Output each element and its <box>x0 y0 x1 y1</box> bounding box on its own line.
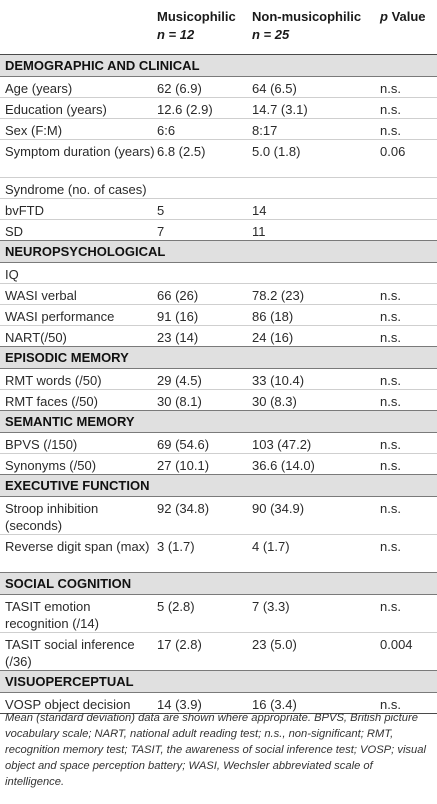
non-musicophilic-value: 16 (3.4) <box>252 692 380 713</box>
non-musicophilic-value: 23 (5.0) <box>252 632 380 670</box>
p-value: n.s. <box>380 304 437 325</box>
non-musicophilic-value: 5.0 (1.8) <box>252 139 380 177</box>
table-row <box>0 432 437 453</box>
section-title: EXECUTIVE FUNCTION <box>0 474 437 496</box>
non-musicophilic-value: 11 <box>252 219 380 240</box>
p-value: n.s. <box>380 453 437 474</box>
header-p-value <box>380 0 437 54</box>
p-value: n.s. <box>380 372 401 388</box>
musicophilic-value: 27 (10.1) <box>157 453 252 474</box>
table-row <box>0 262 437 283</box>
measure-label: WASI performance <box>0 304 157 325</box>
measure-label: RMT faces (/50) <box>0 389 157 410</box>
header-measure <box>0 0 157 54</box>
table-row <box>0 389 437 410</box>
musicophilic-value: 66 (26) <box>157 283 252 304</box>
musicophilic-value: 5 <box>157 198 252 219</box>
measure-label: SD <box>0 219 157 240</box>
p-value: n.s. <box>380 598 401 614</box>
non-musicophilic-value: 24 (16) <box>252 325 380 346</box>
measure-label: Syndrome (no. of cases) <box>0 177 157 198</box>
header-p-rest: Value <box>387 9 426 24</box>
measure-label: TASIT emotion recognition (/14) <box>5 598 99 631</box>
table-row <box>0 219 437 240</box>
musicophilic-value <box>157 177 252 198</box>
musicophilic-value: 3 (1.7) <box>157 534 252 572</box>
non-musicophilic-value: 30 (8.3) <box>252 389 380 410</box>
header-p-letter: p <box>380 9 388 24</box>
measure-label: Stroop inhibition (seconds) <box>5 500 99 533</box>
measure-label: TASIT social inference (/36) <box>0 632 157 670</box>
measure-label: RMT words (/50) <box>5 372 102 388</box>
table-row <box>0 368 437 389</box>
table-row <box>0 177 437 198</box>
non-musicophilic-value: 64 (6.5) <box>252 80 297 96</box>
non-musicophilic-value: 4 (1.7) <box>252 534 380 572</box>
measure-label: NART(/50) <box>0 325 157 346</box>
non-musicophilic-value: 33 (10.4) <box>252 372 305 388</box>
header-non-musicophilic <box>252 0 380 54</box>
musicophilic-value: 69 (54.6) <box>157 436 210 452</box>
p-value: n.s. <box>380 534 437 572</box>
table-row <box>0 97 437 118</box>
measure-label: VOSP object decision <box>0 692 157 713</box>
musicophilic-value: 14 (3.9) <box>157 692 252 713</box>
header-non-musicophilic-n: n = 25 <box>252 27 290 42</box>
section-header-row <box>0 410 437 432</box>
measure-label: bvFTD <box>0 198 157 219</box>
musicophilic-value: 17 (2.8) <box>157 632 252 670</box>
table-row <box>0 534 437 572</box>
section-header-row <box>0 346 437 368</box>
measure-label: Education (years) <box>0 97 157 118</box>
table-row <box>0 118 437 139</box>
section-title: SOCIAL COGNITION <box>0 572 437 594</box>
non-musicophilic-value: 14 <box>252 198 380 219</box>
table-row <box>0 496 437 534</box>
musicophilic-value: 23 (14) <box>157 325 252 346</box>
table-row <box>0 76 437 97</box>
musicophilic-value: 12.6 (2.9) <box>157 97 252 118</box>
p-value: 0.004 <box>380 632 437 670</box>
musicophilic-value <box>157 262 252 283</box>
p-value: n.s. <box>380 389 437 410</box>
non-musicophilic-value: 103 (47.2) <box>252 436 312 452</box>
musicophilic-value: 29 (4.5) <box>157 372 202 388</box>
non-musicophilic-value <box>252 262 380 283</box>
p-value: n.s. <box>380 436 401 452</box>
non-musicophilic-value: 36.6 (14.0) <box>252 453 380 474</box>
non-musicophilic-value: 90 (34.9) <box>252 500 305 516</box>
table-row <box>0 594 437 632</box>
p-value: n.s. <box>380 80 401 96</box>
section-header-row <box>0 670 437 692</box>
p-value: n.s. <box>380 283 437 304</box>
table-row <box>0 283 437 304</box>
p-value: n.s. <box>380 500 401 516</box>
table-footnote: Mean (standard deviation) data are shown where appropriate. BPVS, British picture vocabulary scale; NART, national adult reading test; n.s., non-significant; RMT, recognition memory test; TASIT, the awareness of social inference test; VOSP; visual object and space perception battery; WASI, Wechsler abbreviated scale of intelligence. <box>5 712 426 788</box>
section-title: SEMANTIC MEMORY <box>0 410 437 432</box>
header-musicophilic-title: Musicophilic <box>157 9 236 24</box>
header-non-musicophilic-title: Non-musicophilic <box>252 9 362 24</box>
non-musicophilic-value: 78.2 (23) <box>252 283 380 304</box>
measure-label: WASI verbal <box>0 283 157 304</box>
p-value: n.s. <box>380 325 437 346</box>
section-header-row <box>0 54 437 76</box>
musicophilic-value: 6:6 <box>157 118 252 139</box>
p-value <box>380 177 437 198</box>
table-row <box>0 139 437 177</box>
header-musicophilic <box>157 0 252 54</box>
table-header-row <box>0 0 437 54</box>
non-musicophilic-value: 86 (18) <box>252 304 380 325</box>
musicophilic-value: 6.8 (2.5) <box>157 139 252 177</box>
section-title: EPISODIC MEMORY <box>0 346 437 368</box>
measure-label: Sex (F:M) <box>0 118 157 139</box>
measure-label: BPVS (/150) <box>5 436 78 452</box>
musicophilic-value: 91 (16) <box>157 304 252 325</box>
table-row <box>0 453 437 474</box>
measure-label: IQ <box>5 266 19 282</box>
musicophilic-value: 5 (2.8) <box>157 598 195 614</box>
header-musicophilic-n: n = 12 <box>157 27 195 42</box>
non-musicophilic-value: 14.7 (3.1) <box>252 97 380 118</box>
non-musicophilic-value: 8:17 <box>252 118 380 139</box>
p-value: n.s. <box>380 97 437 118</box>
musicophilic-value: 92 (34.8) <box>157 500 210 516</box>
p-value <box>380 262 437 283</box>
non-musicophilic-value <box>252 177 380 198</box>
section-title: DEMOGRAPHIC AND CLINICAL <box>0 54 437 76</box>
table-row <box>0 198 437 219</box>
section-header-row <box>0 474 437 496</box>
p-value: n.s. <box>380 118 437 139</box>
measure-label: Age (years) <box>5 80 73 96</box>
musicophilic-value: 30 (8.1) <box>157 389 252 410</box>
measure-label: Symptom duration (years) <box>0 139 157 177</box>
measure-label: Reverse digit span (max) <box>0 534 157 572</box>
p-value: n.s. <box>380 692 437 713</box>
musicophilic-value: 7 <box>157 219 252 240</box>
section-title: VISUOPERCEPTUAL <box>0 670 437 692</box>
p-value: 0.06 <box>380 139 437 177</box>
table-row <box>0 325 437 346</box>
table-body <box>0 54 437 713</box>
measure-label: Synonyms (/50) <box>0 453 157 474</box>
table-row <box>0 304 437 325</box>
p-value <box>380 219 437 240</box>
non-musicophilic-value: 7 (3.3) <box>252 598 290 614</box>
p-value <box>380 198 437 219</box>
section-header-row <box>0 572 437 594</box>
section-title: NEUROPSYCHOLOGICAL <box>0 240 437 262</box>
section-header-row <box>0 240 437 262</box>
table-row <box>0 632 437 670</box>
musicophilic-value: 62 (6.9) <box>157 80 202 96</box>
